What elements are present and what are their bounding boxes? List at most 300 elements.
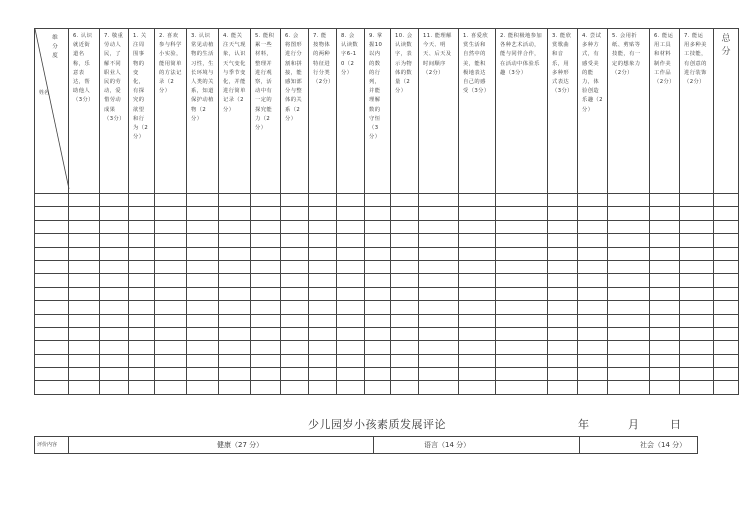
- score-cell[interactable]: [459, 287, 496, 300]
- score-cell[interactable]: [219, 234, 251, 247]
- score-cell[interactable]: [650, 301, 680, 314]
- student-name-cell[interactable]: [35, 341, 69, 354]
- score-cell[interactable]: [608, 314, 650, 327]
- score-cell[interactable]: [69, 341, 100, 354]
- total-score-cell[interactable]: [714, 341, 739, 354]
- total-score-cell[interactable]: [714, 301, 739, 314]
- score-cell[interactable]: [608, 234, 650, 247]
- score-cell[interactable]: [391, 301, 419, 314]
- score-cell[interactable]: [281, 327, 309, 340]
- score-cell[interactable]: [155, 381, 187, 394]
- score-cell[interactable]: [608, 381, 650, 394]
- total-score-cell[interactable]: [714, 287, 739, 300]
- score-cell[interactable]: [680, 354, 714, 367]
- score-cell[interactable]: [219, 368, 251, 381]
- score-cell[interactable]: [608, 327, 650, 340]
- score-cell[interactable]: [337, 368, 365, 381]
- score-cell[interactable]: [69, 194, 100, 207]
- score-cell[interactable]: [391, 234, 419, 247]
- score-cell[interactable]: [496, 287, 548, 300]
- score-cell[interactable]: [578, 207, 608, 220]
- score-cell[interactable]: [337, 220, 365, 233]
- score-cell[interactable]: [337, 194, 365, 207]
- score-cell[interactable]: [459, 247, 496, 260]
- score-cell[interactable]: [129, 247, 155, 260]
- score-cell[interactable]: [365, 301, 391, 314]
- score-cell[interactable]: [391, 341, 419, 354]
- score-cell[interactable]: [391, 274, 419, 287]
- score-cell[interactable]: [608, 354, 650, 367]
- student-name-cell[interactable]: [35, 207, 69, 220]
- score-cell[interactable]: [129, 381, 155, 394]
- score-cell[interactable]: [419, 341, 459, 354]
- score-cell[interactable]: [187, 287, 219, 300]
- score-cell[interactable]: [365, 247, 391, 260]
- score-cell[interactable]: [100, 354, 129, 367]
- score-cell[interactable]: [365, 314, 391, 327]
- score-cell[interactable]: [459, 234, 496, 247]
- score-cell[interactable]: [281, 247, 309, 260]
- score-cell[interactable]: [187, 194, 219, 207]
- score-cell[interactable]: [281, 194, 309, 207]
- score-cell[interactable]: [155, 327, 187, 340]
- score-cell[interactable]: [281, 301, 309, 314]
- score-cell[interactable]: [69, 234, 100, 247]
- student-name-cell[interactable]: [35, 260, 69, 273]
- score-cell[interactable]: [69, 220, 100, 233]
- score-cell[interactable]: [100, 247, 129, 260]
- student-name-cell[interactable]: [35, 368, 69, 381]
- score-cell[interactable]: [155, 260, 187, 273]
- score-cell[interactable]: [309, 194, 337, 207]
- score-cell[interactable]: [251, 301, 281, 314]
- score-cell[interactable]: [281, 341, 309, 354]
- score-cell[interactable]: [309, 287, 337, 300]
- score-cell[interactable]: [496, 247, 548, 260]
- score-cell[interactable]: [459, 381, 496, 394]
- score-cell[interactable]: [251, 260, 281, 273]
- score-cell[interactable]: [365, 234, 391, 247]
- score-cell[interactable]: [548, 260, 578, 273]
- score-cell[interactable]: [650, 354, 680, 367]
- score-cell[interactable]: [309, 381, 337, 394]
- score-cell[interactable]: [129, 368, 155, 381]
- score-cell[interactable]: [578, 194, 608, 207]
- score-cell[interactable]: [187, 207, 219, 220]
- score-cell[interactable]: [69, 301, 100, 314]
- score-cell[interactable]: [100, 220, 129, 233]
- score-cell[interactable]: [309, 234, 337, 247]
- score-cell[interactable]: [608, 220, 650, 233]
- score-cell[interactable]: [129, 341, 155, 354]
- score-cell[interactable]: [155, 207, 187, 220]
- score-cell[interactable]: [548, 287, 578, 300]
- score-cell[interactable]: [129, 354, 155, 367]
- score-cell[interactable]: [548, 381, 578, 394]
- score-cell[interactable]: [155, 301, 187, 314]
- score-cell[interactable]: [548, 194, 578, 207]
- score-cell[interactable]: [129, 314, 155, 327]
- score-cell[interactable]: [281, 260, 309, 273]
- score-cell[interactable]: [391, 220, 419, 233]
- score-cell[interactable]: [187, 274, 219, 287]
- score-cell[interactable]: [365, 220, 391, 233]
- score-cell[interactable]: [548, 314, 578, 327]
- score-cell[interactable]: [650, 274, 680, 287]
- score-cell[interactable]: [155, 274, 187, 287]
- score-cell[interactable]: [650, 368, 680, 381]
- score-cell[interactable]: [100, 194, 129, 207]
- score-cell[interactable]: [608, 247, 650, 260]
- score-cell[interactable]: [100, 274, 129, 287]
- score-cell[interactable]: [219, 381, 251, 394]
- score-cell[interactable]: [578, 327, 608, 340]
- score-cell[interactable]: [650, 327, 680, 340]
- score-cell[interactable]: [69, 354, 100, 367]
- score-cell[interactable]: [129, 327, 155, 340]
- student-name-cell[interactable]: [35, 194, 69, 207]
- score-cell[interactable]: [187, 220, 219, 233]
- score-cell[interactable]: [100, 287, 129, 300]
- score-cell[interactable]: [69, 247, 100, 260]
- score-cell[interactable]: [251, 274, 281, 287]
- score-cell[interactable]: [129, 260, 155, 273]
- student-name-cell[interactable]: [35, 381, 69, 394]
- score-cell[interactable]: [187, 327, 219, 340]
- score-cell[interactable]: [309, 260, 337, 273]
- score-cell[interactable]: [578, 274, 608, 287]
- score-cell[interactable]: [548, 234, 578, 247]
- student-name-cell[interactable]: [35, 287, 69, 300]
- score-cell[interactable]: [219, 287, 251, 300]
- score-cell[interactable]: [650, 260, 680, 273]
- total-score-cell[interactable]: [714, 247, 739, 260]
- student-name-cell[interactable]: [35, 274, 69, 287]
- score-cell[interactable]: [680, 341, 714, 354]
- score-cell[interactable]: [459, 368, 496, 381]
- score-cell[interactable]: [419, 220, 459, 233]
- score-cell[interactable]: [496, 207, 548, 220]
- score-cell[interactable]: [309, 354, 337, 367]
- score-cell[interactable]: [187, 368, 219, 381]
- total-score-cell[interactable]: [714, 368, 739, 381]
- score-cell[interactable]: [219, 220, 251, 233]
- score-cell[interactable]: [281, 207, 309, 220]
- score-cell[interactable]: [281, 220, 309, 233]
- score-cell[interactable]: [608, 287, 650, 300]
- score-cell[interactable]: [496, 234, 548, 247]
- score-cell[interactable]: [365, 274, 391, 287]
- score-cell[interactable]: [391, 247, 419, 260]
- score-cell[interactable]: [459, 354, 496, 367]
- score-cell[interactable]: [578, 354, 608, 367]
- score-cell[interactable]: [578, 234, 608, 247]
- score-cell[interactable]: [419, 287, 459, 300]
- score-cell[interactable]: [100, 368, 129, 381]
- score-cell[interactable]: [496, 368, 548, 381]
- score-cell[interactable]: [309, 301, 337, 314]
- score-cell[interactable]: [69, 287, 100, 300]
- score-cell[interactable]: [337, 381, 365, 394]
- score-cell[interactable]: [548, 247, 578, 260]
- score-cell[interactable]: [578, 287, 608, 300]
- score-cell[interactable]: [680, 234, 714, 247]
- score-cell[interactable]: [650, 220, 680, 233]
- score-cell[interactable]: [219, 354, 251, 367]
- total-score-cell[interactable]: [714, 260, 739, 273]
- score-cell[interactable]: [496, 341, 548, 354]
- score-cell[interactable]: [155, 220, 187, 233]
- score-cell[interactable]: [251, 368, 281, 381]
- score-cell[interactable]: [650, 341, 680, 354]
- score-cell[interactable]: [459, 301, 496, 314]
- score-cell[interactable]: [219, 207, 251, 220]
- score-cell[interactable]: [548, 341, 578, 354]
- score-cell[interactable]: [100, 234, 129, 247]
- score-cell[interactable]: [680, 314, 714, 327]
- score-cell[interactable]: [187, 247, 219, 260]
- score-cell[interactable]: [100, 207, 129, 220]
- score-cell[interactable]: [219, 327, 251, 340]
- score-cell[interactable]: [69, 314, 100, 327]
- student-name-cell[interactable]: [35, 247, 69, 260]
- score-cell[interactable]: [365, 194, 391, 207]
- score-cell[interactable]: [680, 368, 714, 381]
- score-cell[interactable]: [391, 381, 419, 394]
- score-cell[interactable]: [187, 341, 219, 354]
- student-name-cell[interactable]: [35, 354, 69, 367]
- score-cell[interactable]: [459, 314, 496, 327]
- score-cell[interactable]: [680, 381, 714, 394]
- score-cell[interactable]: [187, 260, 219, 273]
- score-cell[interactable]: [337, 274, 365, 287]
- score-cell[interactable]: [337, 314, 365, 327]
- score-cell[interactable]: [281, 234, 309, 247]
- score-cell[interactable]: [155, 368, 187, 381]
- score-cell[interactable]: [155, 194, 187, 207]
- score-cell[interactable]: [419, 234, 459, 247]
- score-cell[interactable]: [187, 314, 219, 327]
- score-cell[interactable]: [69, 207, 100, 220]
- score-cell[interactable]: [251, 220, 281, 233]
- score-cell[interactable]: [251, 314, 281, 327]
- score-cell[interactable]: [496, 327, 548, 340]
- score-cell[interactable]: [391, 368, 419, 381]
- score-cell[interactable]: [680, 287, 714, 300]
- score-cell[interactable]: [309, 341, 337, 354]
- score-cell[interactable]: [650, 247, 680, 260]
- student-name-cell[interactable]: [35, 301, 69, 314]
- score-cell[interactable]: [419, 368, 459, 381]
- score-cell[interactable]: [251, 381, 281, 394]
- score-cell[interactable]: [365, 327, 391, 340]
- score-cell[interactable]: [251, 354, 281, 367]
- total-score-cell[interactable]: [714, 194, 739, 207]
- score-cell[interactable]: [219, 274, 251, 287]
- score-cell[interactable]: [578, 381, 608, 394]
- score-cell[interactable]: [650, 234, 680, 247]
- score-cell[interactable]: [281, 381, 309, 394]
- score-cell[interactable]: [459, 220, 496, 233]
- score-cell[interactable]: [365, 341, 391, 354]
- score-cell[interactable]: [496, 274, 548, 287]
- score-cell[interactable]: [608, 207, 650, 220]
- score-cell[interactable]: [309, 314, 337, 327]
- score-cell[interactable]: [650, 314, 680, 327]
- score-cell[interactable]: [650, 287, 680, 300]
- score-cell[interactable]: [69, 368, 100, 381]
- score-cell[interactable]: [129, 274, 155, 287]
- score-cell[interactable]: [187, 354, 219, 367]
- score-cell[interactable]: [309, 220, 337, 233]
- score-cell[interactable]: [100, 327, 129, 340]
- score-cell[interactable]: [680, 301, 714, 314]
- total-score-cell[interactable]: [714, 381, 739, 394]
- score-cell[interactable]: [100, 260, 129, 273]
- score-cell[interactable]: [496, 260, 548, 273]
- score-cell[interactable]: [459, 194, 496, 207]
- score-cell[interactable]: [337, 260, 365, 273]
- score-cell[interactable]: [650, 381, 680, 394]
- score-cell[interactable]: [578, 247, 608, 260]
- score-cell[interactable]: [459, 207, 496, 220]
- score-cell[interactable]: [281, 354, 309, 367]
- score-cell[interactable]: [155, 314, 187, 327]
- score-cell[interactable]: [391, 327, 419, 340]
- score-cell[interactable]: [219, 194, 251, 207]
- score-cell[interactable]: [548, 327, 578, 340]
- score-cell[interactable]: [680, 207, 714, 220]
- score-cell[interactable]: [365, 368, 391, 381]
- score-cell[interactable]: [548, 220, 578, 233]
- score-cell[interactable]: [219, 247, 251, 260]
- score-cell[interactable]: [496, 194, 548, 207]
- total-score-cell[interactable]: [714, 274, 739, 287]
- score-cell[interactable]: [391, 354, 419, 367]
- score-cell[interactable]: [365, 381, 391, 394]
- score-cell[interactable]: [251, 341, 281, 354]
- score-cell[interactable]: [680, 274, 714, 287]
- score-cell[interactable]: [281, 314, 309, 327]
- score-cell[interactable]: [419, 314, 459, 327]
- score-cell[interactable]: [419, 301, 459, 314]
- score-cell[interactable]: [219, 260, 251, 273]
- score-cell[interactable]: [608, 194, 650, 207]
- score-cell[interactable]: [365, 207, 391, 220]
- score-cell[interactable]: [309, 274, 337, 287]
- score-cell[interactable]: [680, 260, 714, 273]
- score-cell[interactable]: [251, 247, 281, 260]
- score-cell[interactable]: [187, 301, 219, 314]
- score-cell[interactable]: [459, 341, 496, 354]
- score-cell[interactable]: [548, 274, 578, 287]
- score-cell[interactable]: [459, 260, 496, 273]
- score-cell[interactable]: [129, 301, 155, 314]
- score-cell[interactable]: [608, 341, 650, 354]
- score-cell[interactable]: [578, 260, 608, 273]
- score-cell[interactable]: [578, 341, 608, 354]
- score-cell[interactable]: [419, 354, 459, 367]
- score-cell[interactable]: [496, 314, 548, 327]
- score-cell[interactable]: [365, 354, 391, 367]
- score-cell[interactable]: [337, 354, 365, 367]
- score-cell[interactable]: [578, 301, 608, 314]
- score-cell[interactable]: [337, 207, 365, 220]
- score-cell[interactable]: [419, 381, 459, 394]
- score-cell[interactable]: [680, 327, 714, 340]
- score-cell[interactable]: [578, 314, 608, 327]
- score-cell[interactable]: [548, 301, 578, 314]
- score-cell[interactable]: [337, 341, 365, 354]
- score-cell[interactable]: [309, 327, 337, 340]
- score-cell[interactable]: [281, 368, 309, 381]
- score-cell[interactable]: [680, 220, 714, 233]
- score-cell[interactable]: [391, 287, 419, 300]
- score-cell[interactable]: [391, 207, 419, 220]
- score-cell[interactable]: [608, 301, 650, 314]
- score-cell[interactable]: [337, 287, 365, 300]
- score-cell[interactable]: [129, 207, 155, 220]
- score-cell[interactable]: [548, 207, 578, 220]
- score-cell[interactable]: [251, 327, 281, 340]
- score-cell[interactable]: [578, 220, 608, 233]
- score-cell[interactable]: [219, 301, 251, 314]
- score-cell[interactable]: [155, 247, 187, 260]
- score-cell[interactable]: [548, 368, 578, 381]
- total-score-cell[interactable]: [714, 354, 739, 367]
- score-cell[interactable]: [251, 234, 281, 247]
- score-cell[interactable]: [496, 301, 548, 314]
- score-cell[interactable]: [419, 247, 459, 260]
- score-cell[interactable]: [155, 354, 187, 367]
- score-cell[interactable]: [680, 194, 714, 207]
- score-cell[interactable]: [251, 194, 281, 207]
- score-cell[interactable]: [459, 274, 496, 287]
- score-cell[interactable]: [155, 287, 187, 300]
- total-score-cell[interactable]: [714, 207, 739, 220]
- score-cell[interactable]: [337, 301, 365, 314]
- score-cell[interactable]: [281, 287, 309, 300]
- score-cell[interactable]: [337, 234, 365, 247]
- score-cell[interactable]: [129, 287, 155, 300]
- score-cell[interactable]: [309, 368, 337, 381]
- score-cell[interactable]: [496, 381, 548, 394]
- score-cell[interactable]: [69, 260, 100, 273]
- score-cell[interactable]: [365, 287, 391, 300]
- score-cell[interactable]: [650, 207, 680, 220]
- score-cell[interactable]: [69, 381, 100, 394]
- score-cell[interactable]: [365, 260, 391, 273]
- score-cell[interactable]: [650, 194, 680, 207]
- score-cell[interactable]: [391, 260, 419, 273]
- score-cell[interactable]: [251, 207, 281, 220]
- score-cell[interactable]: [187, 381, 219, 394]
- score-cell[interactable]: [337, 247, 365, 260]
- score-cell[interactable]: [548, 354, 578, 367]
- score-cell[interactable]: [419, 194, 459, 207]
- score-cell[interactable]: [100, 341, 129, 354]
- score-cell[interactable]: [608, 274, 650, 287]
- score-cell[interactable]: [69, 274, 100, 287]
- total-score-cell[interactable]: [714, 327, 739, 340]
- student-name-cell[interactable]: [35, 327, 69, 340]
- score-cell[interactable]: [309, 207, 337, 220]
- score-cell[interactable]: [680, 247, 714, 260]
- score-cell[interactable]: [419, 207, 459, 220]
- score-cell[interactable]: [187, 234, 219, 247]
- total-score-cell[interactable]: [714, 220, 739, 233]
- score-cell[interactable]: [281, 274, 309, 287]
